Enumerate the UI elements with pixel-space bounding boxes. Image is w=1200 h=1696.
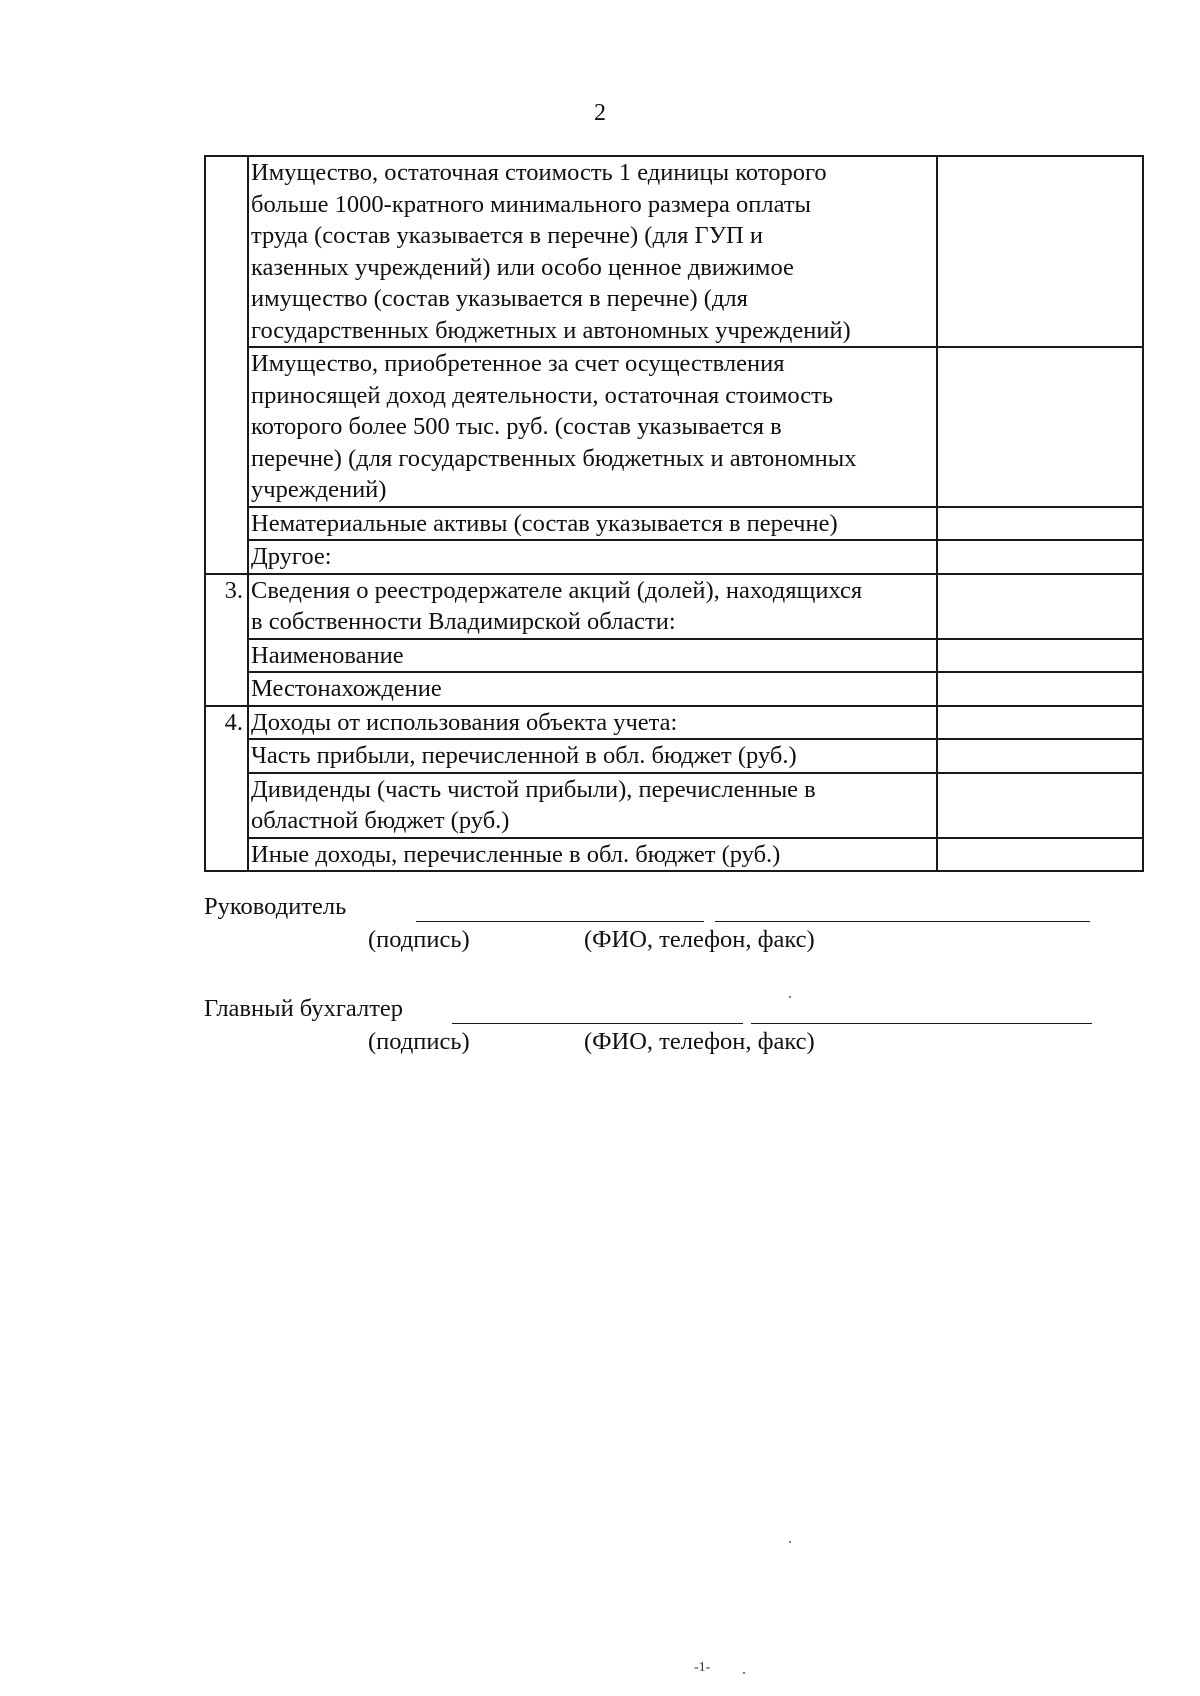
table-row [205, 540, 1143, 574]
row-description: Другое: [248, 540, 937, 574]
head-signature-caption: (подпись) [368, 926, 470, 953]
row-description: Наименование [248, 639, 937, 673]
row-description: Иные доходы, перечисленные в обл. бюджет (руб.) [248, 838, 937, 872]
row-description: Сведения о реестродержателе акций (долей), находящихся в собственности Владимирской области: [248, 574, 937, 639]
row-number [205, 507, 248, 541]
row-description: Нематериальные активы (состав указывается в перечне) [248, 507, 937, 541]
row-value-cell[interactable] [937, 838, 1143, 872]
scan-speck [789, 1541, 791, 1543]
row-number [205, 639, 248, 673]
row-value-cell[interactable] [937, 540, 1143, 574]
row-number [205, 672, 248, 706]
row-number [205, 838, 248, 872]
table-row [205, 739, 1143, 773]
accountant-signature-line[interactable] [452, 1023, 743, 1024]
row-number [205, 347, 248, 507]
row-description: Часть прибыли, перечисленной в обл. бюджет (руб.) [248, 739, 937, 773]
accountant-name-caption: (ФИО, телефон, факс) [584, 1028, 815, 1055]
table-row [205, 706, 1143, 740]
table-row [205, 347, 1143, 507]
row-description: Дивиденды (часть чистой прибыли), перечисленные в областной бюджет (руб.) [248, 773, 937, 838]
accounting-form-table [204, 155, 1144, 872]
row-number [205, 156, 248, 347]
row-description: Доходы от использования объекта учета: [248, 706, 937, 740]
head-name-caption: (ФИО, телефон, факс) [584, 926, 815, 953]
table-row [205, 773, 1143, 838]
accountant-signature-block [204, 994, 1104, 1055]
footer-mark: -1- [694, 1660, 711, 1675]
table-row [205, 507, 1143, 541]
row-value-cell[interactable] [937, 156, 1143, 347]
page-number: 2 [594, 100, 606, 126]
row-value-cell[interactable] [937, 706, 1143, 740]
row-value-cell[interactable] [937, 639, 1143, 673]
head-name-line[interactable] [715, 921, 1090, 922]
row-number [205, 540, 248, 574]
accountant-title: Главный бухгалтер [204, 995, 404, 1022]
table-row [205, 574, 1143, 639]
row-value-cell[interactable] [937, 574, 1143, 639]
row-number: 4. [205, 706, 248, 740]
row-description: Местонахождение [248, 672, 937, 706]
table-row [205, 838, 1143, 872]
scan-speck [789, 996, 791, 998]
row-value-cell[interactable] [937, 672, 1143, 706]
row-number [205, 773, 248, 838]
head-signature-block [204, 892, 1104, 953]
table-row [205, 639, 1143, 673]
row-value-cell[interactable] [937, 347, 1143, 507]
row-number: 3. [205, 574, 248, 639]
row-description: Имущество, приобретенное за счет осуществления приносящей доход деятельности, остаточная стоимость которого более 500 тыс. руб. (состав указывается в перечне) (для государственных бюджетных и автономных учреждений) [248, 347, 937, 507]
row-number [205, 739, 248, 773]
table-body [205, 156, 1143, 871]
scan-speck [743, 1672, 745, 1674]
row-value-cell[interactable] [937, 739, 1143, 773]
table-row [205, 672, 1143, 706]
row-value-cell[interactable] [937, 773, 1143, 838]
accountant-signature-caption: (подпись) [368, 1028, 470, 1055]
table-row [205, 156, 1143, 347]
accountant-name-line[interactable] [751, 1023, 1092, 1024]
row-description: Имущество, остаточная стоимость 1 единицы которого больше 1000-кратного минимального размера оплаты труда (состав указывается в перечне) (для ГУП и казенных учреждений) или особо ценное движимое имущество (состав указывается в перечне) (для государственных бюджетных и автономных учреждений) [248, 156, 937, 347]
head-title: Руководитель [204, 893, 347, 920]
row-value-cell[interactable] [937, 507, 1143, 541]
head-signature-line[interactable] [416, 921, 704, 922]
